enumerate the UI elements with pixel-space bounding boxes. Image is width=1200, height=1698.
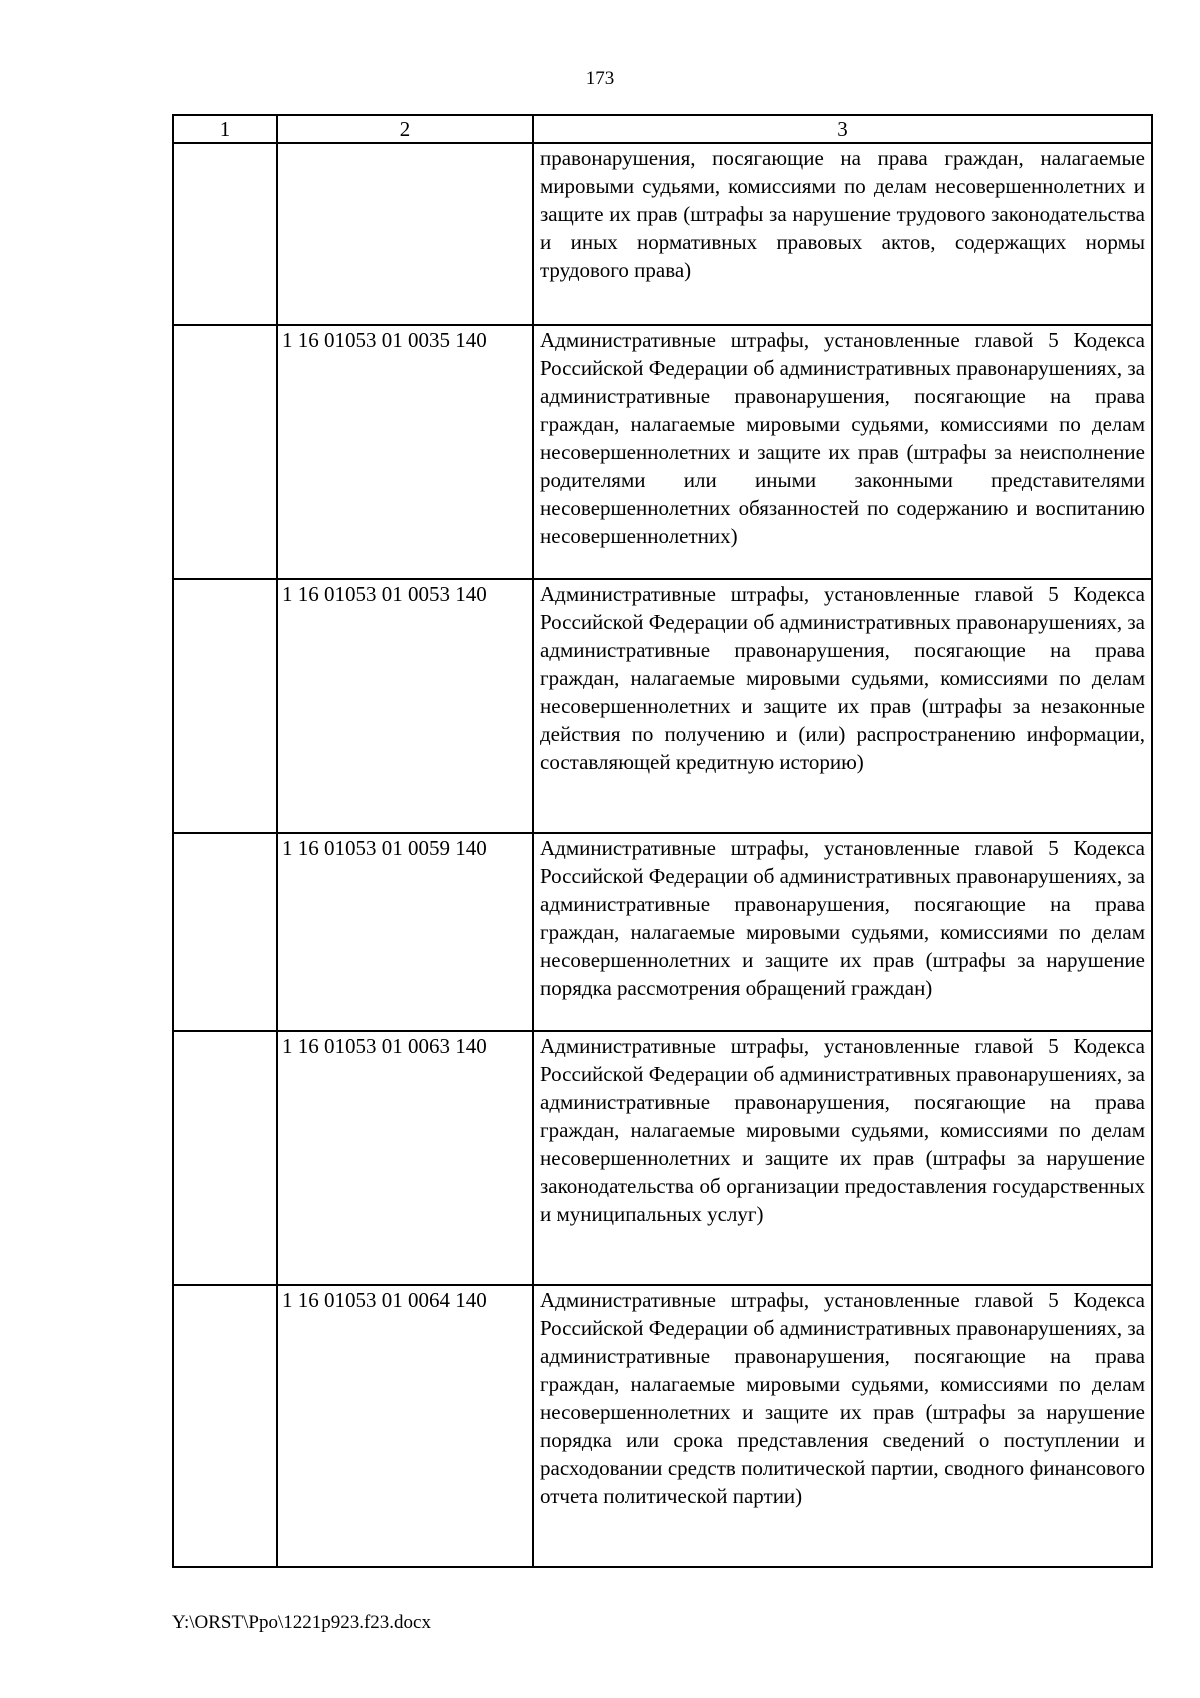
description-cell: правонарушения, посягающие на права граждан, налагаемые мировыми судьями, комиссиями по делам несовершеннолетних и защите их прав (штрафы за нарушение трудового законодательства и иных нормативных правовых актов, содержащих нормы трудового права) bbox=[533, 143, 1152, 325]
table-row bbox=[173, 1031, 1152, 1285]
row-number-cell bbox=[173, 1031, 277, 1285]
row-number-cell bbox=[173, 1285, 277, 1567]
table-row bbox=[173, 833, 1152, 1031]
budget-code-cell: 1 16 01053 01 0064 140 bbox=[277, 1285, 533, 1567]
budget-code-cell: 1 16 01053 01 0035 140 bbox=[277, 325, 533, 579]
budget-code-table bbox=[172, 114, 1153, 1568]
budget-code-cell: 1 16 01053 01 0059 140 bbox=[277, 833, 533, 1031]
table-row bbox=[173, 579, 1152, 833]
page-number: 173 bbox=[585, 68, 615, 89]
column-header-2: 2 bbox=[277, 115, 533, 143]
column-header-1: 1 bbox=[173, 115, 277, 143]
table-row bbox=[173, 325, 1152, 579]
description-cell: Административные штрафы, установленные главой 5 Кодекса Российской Федерации об административных правонарушениях, за административные правонарушения, посягающие на права граждан, налагаемые мировыми судьями, комиссиями по делам несовершеннолетних и защите их прав (штрафы за незаконные действия по получению и (или) распространению информации, составляющей кредитную историю) bbox=[533, 579, 1152, 833]
row-number-cell bbox=[173, 833, 277, 1031]
description-cell: Административные штрафы, установленные главой 5 Кодекса Российской Федерации об административных правонарушениях, за административные правонарушения, посягающие на права граждан, налагаемые мировыми судьями, комиссиями по делам несовершеннолетних и защите их прав (штрафы за нарушение законодательства об организации предоставления государственных и муниципальных услуг) bbox=[533, 1031, 1152, 1285]
document-file-path: Y:\ORST\Ppo\1221p923.f23.docx bbox=[172, 1612, 431, 1633]
description-cell: Административные штрафы, установленные главой 5 Кодекса Российской Федерации об административных правонарушениях, за административные правонарушения, посягающие на права граждан, налагаемые мировыми судьями, комиссиями по делам несовершеннолетних и защите их прав (штрафы за нарушение порядка рассмотрения обращений граждан) bbox=[533, 833, 1152, 1031]
column-header-3: 3 bbox=[533, 115, 1152, 143]
budget-code-cell bbox=[277, 143, 533, 325]
row-number-cell bbox=[173, 143, 277, 325]
budget-code-cell: 1 16 01053 01 0053 140 bbox=[277, 579, 533, 833]
table-row bbox=[173, 1285, 1152, 1567]
table-row bbox=[173, 143, 1152, 325]
table-header-row bbox=[173, 115, 1152, 143]
description-cell: Административные штрафы, установленные главой 5 Кодекса Российской Федерации об административных правонарушениях, за административные правонарушения, посягающие на права граждан, налагаемые мировыми судьями, комиссиями по делам несовершеннолетних и защите их прав (штрафы за неисполнение родителями или иными законными представителями несовершеннолетних обязанностей по содержанию и воспитанию несовершеннолетних) bbox=[533, 325, 1152, 579]
description-cell: Административные штрафы, установленные главой 5 Кодекса Российской Федерации об административных правонарушениях, за административные правонарушения, посягающие на права граждан, налагаемые мировыми судьями, комиссиями по делам несовершеннолетних и защите их прав (штрафы за нарушение порядка или срока представления сведений о поступлении и расходовании средств политической партии, сводного финансового отчета политической партии) bbox=[533, 1285, 1152, 1567]
budget-code-cell: 1 16 01053 01 0063 140 bbox=[277, 1031, 533, 1285]
row-number-cell bbox=[173, 579, 277, 833]
row-number-cell bbox=[173, 325, 277, 579]
